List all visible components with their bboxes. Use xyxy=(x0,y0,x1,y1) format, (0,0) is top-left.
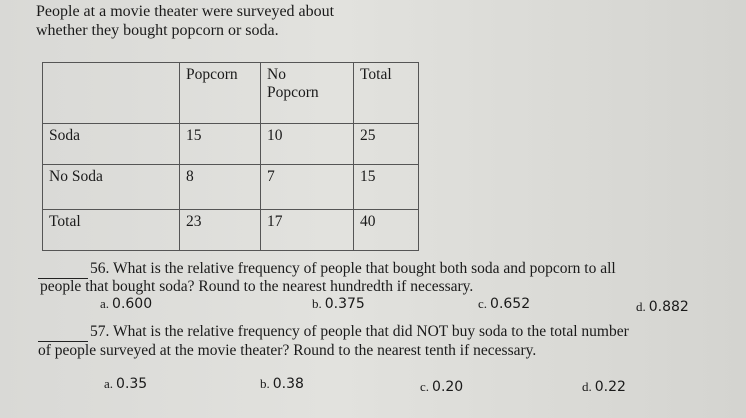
q57-option-d[interactable] xyxy=(582,379,626,396)
intro-line-2: whether they bought popcorn or soda. xyxy=(36,22,279,39)
q56-option-c[interactable] xyxy=(478,296,530,313)
option-value: 0.35 xyxy=(116,376,148,392)
table-row xyxy=(43,124,419,165)
option-letter: d. xyxy=(636,299,646,314)
header-cell-total: Total xyxy=(354,63,419,124)
option-letter: c. xyxy=(420,379,430,394)
question-57-text: 57. What is the relative frequency of people that did NOT buy soda to the total number xyxy=(90,323,629,340)
table-cell: 15 xyxy=(180,124,261,165)
option-value: 0.375 xyxy=(324,296,365,312)
two-way-frequency-table xyxy=(42,62,419,251)
q57-option-a[interactable] xyxy=(104,376,147,393)
table-cell: 15 xyxy=(354,165,419,210)
table-cell: 8 xyxy=(180,165,261,210)
question-56-line-1 xyxy=(38,259,616,279)
option-value: 0.600 xyxy=(112,296,153,312)
question-56-line-2: people that bought soda? Round to the nearest hundredth if necessary. xyxy=(40,278,474,295)
option-letter: c. xyxy=(478,296,488,311)
option-letter: b. xyxy=(312,296,322,311)
header-cell-empty xyxy=(43,63,180,124)
table-cell: 40 xyxy=(354,210,419,251)
answer-blank-56[interactable] xyxy=(38,259,88,279)
q57-option-b[interactable] xyxy=(260,376,304,393)
option-letter: a. xyxy=(100,296,110,311)
option-value: 0.38 xyxy=(272,376,304,392)
question-57-line-1 xyxy=(38,322,629,342)
option-letter: b. xyxy=(260,376,270,391)
answer-blank-57[interactable] xyxy=(38,322,88,342)
option-value: 0.20 xyxy=(432,379,464,395)
q56-option-d[interactable] xyxy=(636,299,689,316)
intro-text xyxy=(36,2,334,40)
option-value: 0.22 xyxy=(594,379,626,395)
q56-option-b[interactable] xyxy=(312,296,365,313)
table-cell: 17 xyxy=(261,210,354,251)
option-value: 0.652 xyxy=(490,296,531,312)
row-label: Total xyxy=(43,210,180,251)
question-57-line-2: of people surveyed at the movie theater? Round to the nearest tenth if necessary. xyxy=(38,342,537,359)
table-row xyxy=(43,165,419,210)
question-56-text: 56. What is the relative frequency of people that bought both soda and popcorn to all xyxy=(90,260,616,277)
q56-option-a[interactable] xyxy=(100,296,152,313)
option-value: 0.882 xyxy=(648,299,689,315)
header-cell-no-popcorn: No Popcorn xyxy=(261,63,354,124)
option-letter: d. xyxy=(582,379,592,394)
table-row xyxy=(43,210,419,251)
intro-line-1: People at a movie theater were surveyed about xyxy=(36,3,335,20)
table-cell: 10 xyxy=(261,124,354,165)
option-letter: a. xyxy=(104,376,114,391)
row-label: No Soda xyxy=(43,165,180,210)
table-header-row xyxy=(43,63,419,124)
table-cell: 25 xyxy=(354,124,419,165)
q57-option-c[interactable] xyxy=(420,379,463,396)
row-label: Soda xyxy=(43,124,180,165)
table-cell: 23 xyxy=(180,210,261,251)
header-cell-popcorn: Popcorn xyxy=(180,63,261,124)
table-cell: 7 xyxy=(261,165,354,210)
